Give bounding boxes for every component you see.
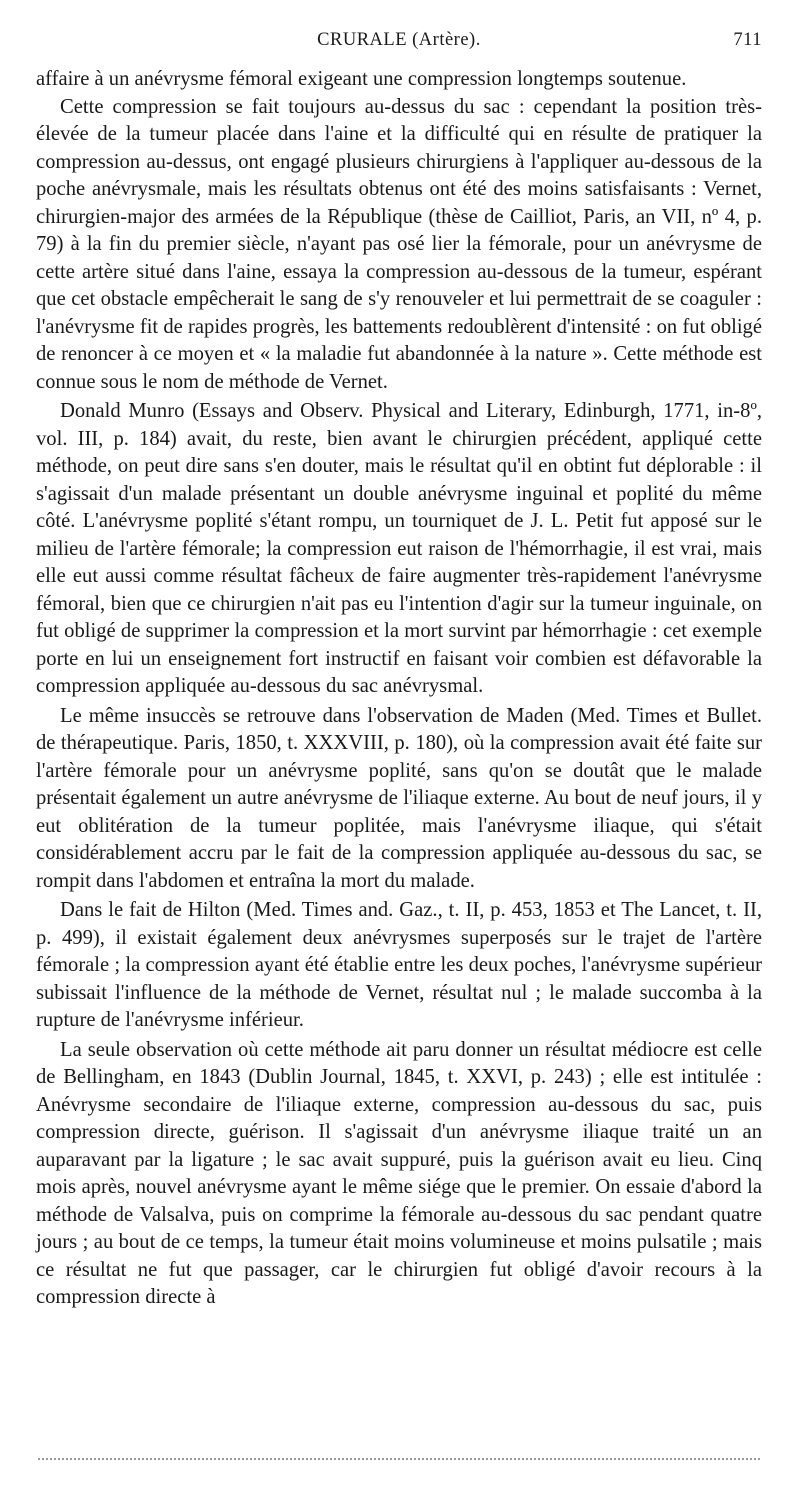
- paragraph: Cette compression se fait toujours au-dessus du sac : cependant la position très-élevée de la tumeur placée dans l'aine et la difficulté qui en résulte de pratiquer la compression au-dessus, ont engagé plusieurs chirurgiens à l'appliquer au-dessous de la poche anévrysmale, mais les résultats obtenus ont été des moins satisfaisants : Vernet, chirurgien-major des armées de la République (thèse de Cailliot, Paris, an VII, nº 4, p. 79) à la fin du premier siècle, n'ayant pas osé lier la fémorale, pour un anévrysme de cette artère situé dans l'aine, essaya la compression au-dessous de la tumeur, espérant que cet obstacle empêcherait le sang de s'y renouveler et lui permettrait de se coaguler : l'anévrysme fit de rapides progrès, les battements redoublèrent d'intensité : on fut obligé de renoncer à ce moyen et « la maladie fut abandonnée à la nature ». Cette méthode est connue sous le nom de méthode de Vernet.: [36, 95, 762, 393]
- paragraph: La seule observation où cette méthode ait paru donner un résultat médiocre est celle de Bellingham, en 1843 (Dublin Journal, 1845, t. XXVI, p. 243) ; elle est intitulée : Anévrysme secondaire de l'iliaque externe, compression au-dessous du sac, puis compression directe, guérison. Il s'agissait d'un anévrysme iliaque traité un an auparavant par la ligature ; le sac avait suppuré, puis la guérison avait eu lieu. Cinq mois après, nouvel anévrysme ayant le même siége que le premier. On essaie d'abord la méthode de Valsalva, puis on comprime la fémorale au-dessous du sac pendant quatre jours ; au bout de ce temps, la tumeur était moins volumineuse et moins pulsatile ; mais ce résultat ne fut que passager, car le chirurgien fut obligé d'avoir recours à la compression directe à: [36, 1038, 762, 1308]
- footer-divider: [38, 1458, 760, 1460]
- paragraph: Donald Munro (Essays and Observ. Physical and Literary, Edinburgh, 1771, in-8º, vol. III, p. 184) avait, du reste, bien avant le chirurgien précédent, appliqué cette méthode, on peut dire sans s'en douter, mais le résultat qu'il en obtint fut déplorable : il s'agissait d'un malade présentant un double anévrysme inguinal et poplité du même côté. L'anévrysme poplité s'étant rompu, un tourniquet de J. L. Petit fut apposé sur le milieu de l'artère fémorale; la compression eut raison de l'hémorrhagie, il est vrai, mais elle eut aussi comme résultat fâcheux de faire augmenter très-rapidement l'anévrysme fémoral, bien que ce chirurgien n'ait pas eu l'intention d'agir sur la tumeur inguinale, on fut obligé de supprimer la compression et la mort survint par hémorrhagie : cet exemple porte en lui un enseignement fort instructif en faisant voir combien est défavorable la compression appliquée au-dessous du sac anévrysmal.: [36, 400, 762, 697]
- paragraph: Le même insuccès se retrouve dans l'observation de Maden (Med. Times et Bullet. de thérapeutique. Paris, 1850, t. XXXVIII, p. 180), où la compression avait été faite sur l'artère fémorale pour un anévrysme poplité, sans qu'on se doutât que le malade présentait également un autre anévrysme de l'iliaque externe. Au bout de neuf jours, il y eut oblitération de la tumeur poplitée, mais l'anévrysme iliaque, qui s'était considérablement accru par le fait de la compression appliquée au-dessous du sac, se rompit dans l'abdomen et entraîna la mort du malade.: [36, 704, 762, 892]
- body-text: [36, 66, 762, 1312]
- paragraph: Dans le fait de Hilton (Med. Times and. Gaz., t. II, p. 453, 1853 et The Lancet, t. II, p. 499), il existait également deux anévrysmes superposés sur le trajet de l'artère fémorale ; la compression ayant été établie entre les deux poches, l'anévrysme supérieur subissait l'influence de la méthode de Vernet, résultat nul ; le malade succomba à la rupture de l'anévrysme inférieur.: [36, 899, 762, 1031]
- running-title: CRURALE (Artère).: [317, 30, 481, 50]
- page-number: 711: [733, 30, 762, 50]
- running-header: [36, 30, 762, 56]
- paragraph: affaire à un anévrysme fémoral exigeant une compression longtemps soutenue.: [36, 68, 687, 90]
